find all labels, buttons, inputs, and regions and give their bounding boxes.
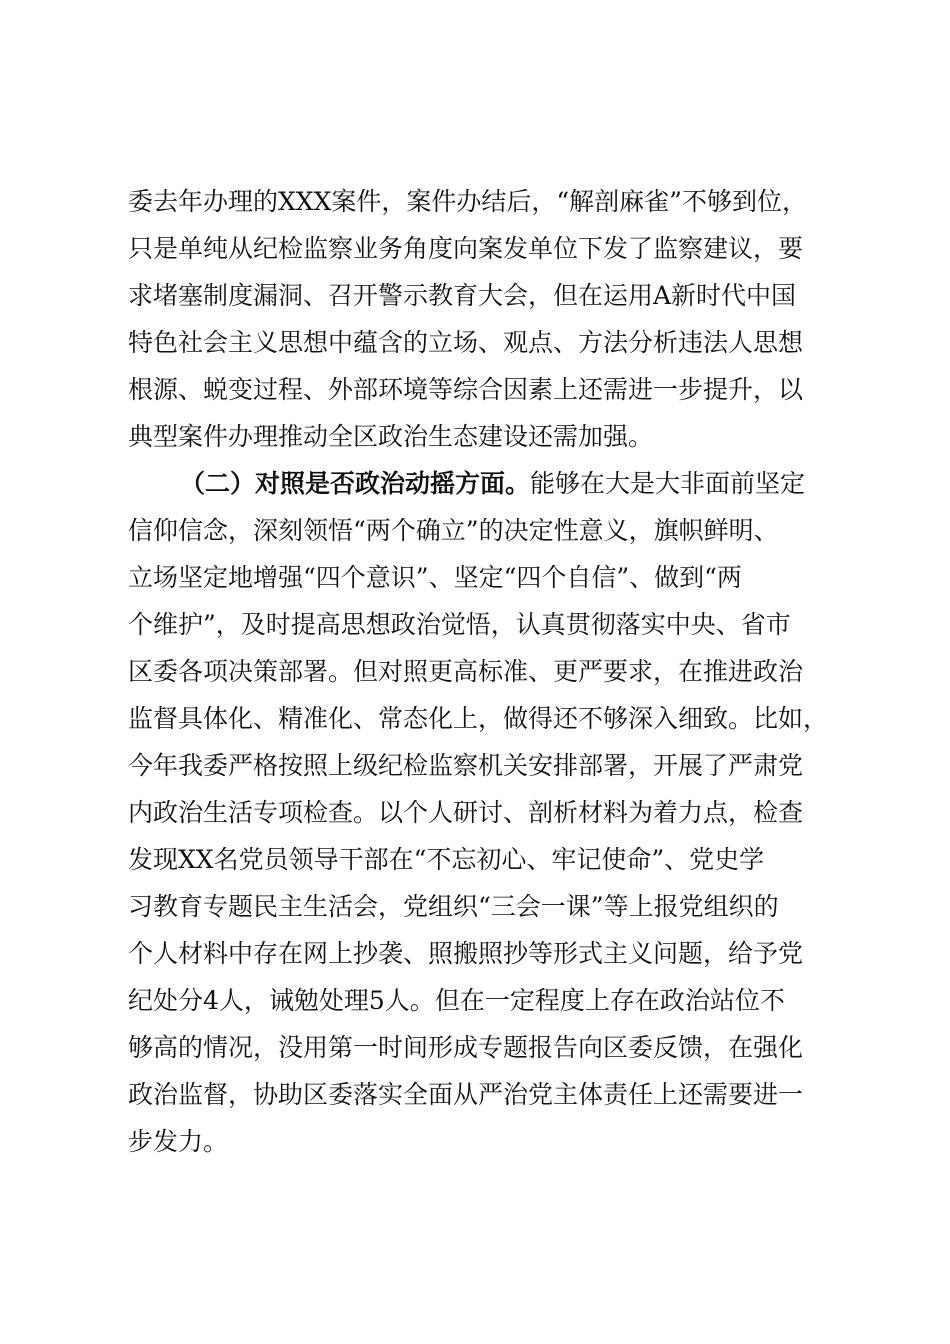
paragraph-1 — [128, 178, 828, 460]
text-line: 个人材料中存在网上抄袭、照搬照抄等形式主义问题，给予党 — [128, 939, 804, 968]
text-line: 发现XX名党员领导干部在“不忘初心、牢记使命”、党史学 — [128, 845, 765, 874]
text-line: 今年我委严格按照上级纪检监察机关安排部署，开展了严肃党 — [128, 751, 804, 780]
text-line: 求堵塞制度漏洞、召开警示教育大会，但在运用A新时代中国 — [128, 281, 797, 310]
text-line: 只是单纯从纪检监察业务角度向案发单位下发了监察建议，要 — [128, 234, 804, 263]
text-line: 根源、蜕变过程、外部环境等综合因素上还需进一步提升，以 — [128, 375, 804, 404]
text-line: 特色社会主义思想中蕴含的立场、观点、方法分析违法人思想 — [128, 328, 804, 357]
text-line: 信仰信念，深刻领悟“两个确立”的决定性意义，旗帜鲜明、 — [128, 516, 779, 545]
text-line: 内政治生活专项检查。以个人研讨、剖析材料为着力点，检查 — [128, 798, 804, 827]
text-line: 典型案件办理推动全区政治生态建设还需加强。 — [128, 422, 654, 451]
text-line: 监督具体化、精准化、常态化上，做得还不够深入细致。比如， — [128, 704, 829, 733]
text-line: 够高的情况，没用第一时间形成专题报告向区委反馈，在强化 — [128, 1033, 804, 1062]
text-line: 政治监督，协助区委落实全面从严治党主体责任上还需要进一 — [128, 1080, 804, 1109]
text-line: 个维护”，及时提高思想政治觉悟，认真贯彻落实中央、省市 — [128, 610, 791, 639]
text-line: 立场坚定地增强“四个意识”、坚定“四个自信”、做到“两 — [128, 563, 742, 592]
text-line: 习教育专题民主生活会，党组织“三会一课”等上报党组织的 — [128, 892, 779, 921]
paragraph-first-line — [128, 460, 828, 507]
paragraph-2 — [128, 460, 828, 1165]
text-line: 纪处分4人，诫勉处理5人。但在一定程度上存在政治站位不 — [128, 986, 785, 1015]
section-heading: （二）对照是否政治动摇方面。 — [180, 469, 531, 498]
text-run: 能够在大是大非面前坚定 — [530, 469, 806, 498]
text-line: 委去年办理的XXX案件，案件办结后，“解剖麻雀”不够到位， — [128, 187, 807, 216]
text-line: 步发力。 — [128, 1127, 229, 1156]
document-body — [128, 178, 828, 1165]
text-line: 区委各项决策部署。但对照更高标准、更严要求，在推进政治 — [128, 657, 804, 686]
